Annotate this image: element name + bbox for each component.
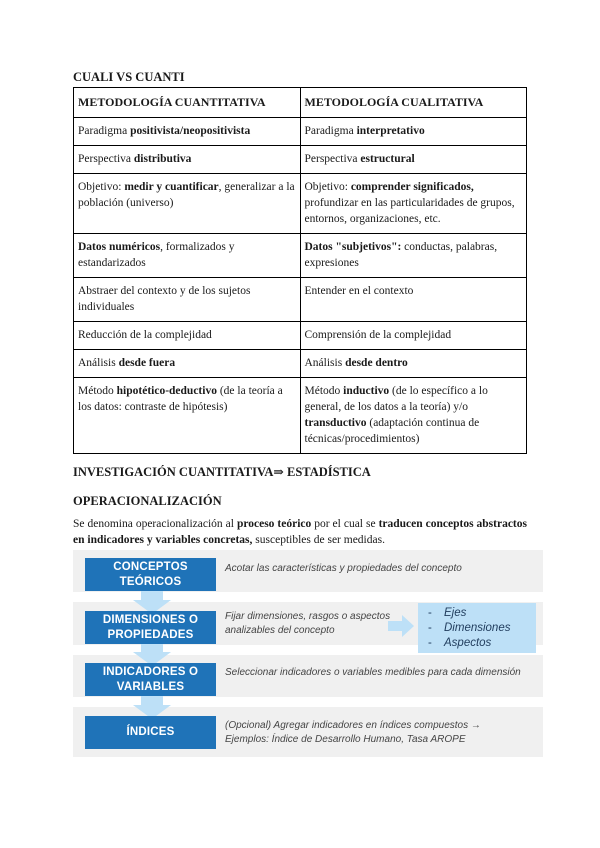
step-description: Seleccionar indicadores o variables medibles para cada dimensión (225, 667, 521, 678)
step-description: Fijar dimensiones, rasgos o aspectos analizables del concepto (225, 611, 391, 636)
header-cualitativa: METODOLOGÍA CUALITATIVA (300, 88, 527, 118)
heading-investigacion: INVESTIGACIÓN CUANTITATIVA⇒ ESTADÍSTICA (73, 465, 371, 479)
cell-cuali: Perspectiva estructural (300, 146, 527, 174)
cell-cuanti: Reducción de la complejidad (74, 322, 301, 350)
cell-cuali: Método inductivo (de lo específico a lo general, de los datos a la teoría) y/o transductivo (adaptación continua de técnicas/procedimientos) (300, 378, 527, 454)
step-description: Acotar las características y propiedades del concepto (225, 563, 462, 574)
table-row (74, 174, 527, 234)
cell-cuali: Datos "subjetivos": conductas, palabras, expresiones (300, 234, 527, 278)
comparison-table (73, 87, 527, 454)
operationalization-diagram (73, 550, 543, 760)
step-box-conceptos: CONCEPTOS TEÓRICOS (85, 558, 216, 591)
step-box-indicadores: INDICADORES O VARIABLES (85, 663, 216, 696)
table-row (74, 234, 527, 278)
table-row (74, 378, 527, 454)
cell-cuali: Objetivo: comprender significados, profundizar en las particularidades de grupos, entornos, organizaciones, etc. (300, 174, 527, 234)
cell-cuali: Paradigma interpretativo (300, 118, 527, 146)
cell-cuali: Comprensión de la complejidad (300, 322, 527, 350)
step-box-dimensiones: DIMENSIONES O PROPIEDADES (85, 611, 216, 644)
cell-cuanti: Objetivo: medir y cuantificar, generalizar a la población (universo) (74, 174, 301, 234)
list-item: - Aspectos (428, 636, 536, 651)
list-item: - Dimensiones (428, 621, 536, 636)
cell-cuali: Análisis desde dentro (300, 350, 527, 378)
section-title: CUALI VS CUANTI (73, 70, 185, 84)
cell-cuanti: Abstraer del contexto y de los sujetos individuales (74, 278, 301, 322)
definition-paragraph: Se denomina operacionalización al proceso teórico por el cual se traducen conceptos abstractos en indicadores y variables concretas, susceptibles de ser medidas. (73, 518, 527, 546)
cell-cuanti: Método hipotético-deductivo (de la teoría a los datos: contraste de hipótesis) (74, 378, 301, 454)
cell-cuanti: Datos numéricos, formalizados y estandarizados (74, 234, 301, 278)
step-box-indices: ÍNDICES (85, 716, 216, 749)
cell-cuanti: Análisis desde fuera (74, 350, 301, 378)
table-row (74, 350, 527, 378)
table-header-row (74, 88, 527, 118)
heading-operacionalizacion: OPERACIONALIZACIÓN (73, 494, 222, 508)
table-row (74, 322, 527, 350)
list-item: - Ejes (428, 606, 536, 621)
cell-cuanti: Paradigma positivista/neopositivista (74, 118, 301, 146)
cell-cuali: Entender en el contexto (300, 278, 527, 322)
dimensions-list (418, 603, 536, 653)
table-row (74, 278, 527, 322)
header-cuantitativa: METODOLOGÍA CUANTITATIVA (74, 88, 301, 118)
step-description: (Opcional) Agregar indicadores en índices compuestos → Ejemplos: Índice de Desarrollo Humano, Tasa AROPE (225, 720, 481, 745)
table-row (74, 146, 527, 174)
cell-cuanti: Perspectiva distributiva (74, 146, 301, 174)
right-arrow-icon (388, 615, 414, 637)
table-row (74, 118, 527, 146)
